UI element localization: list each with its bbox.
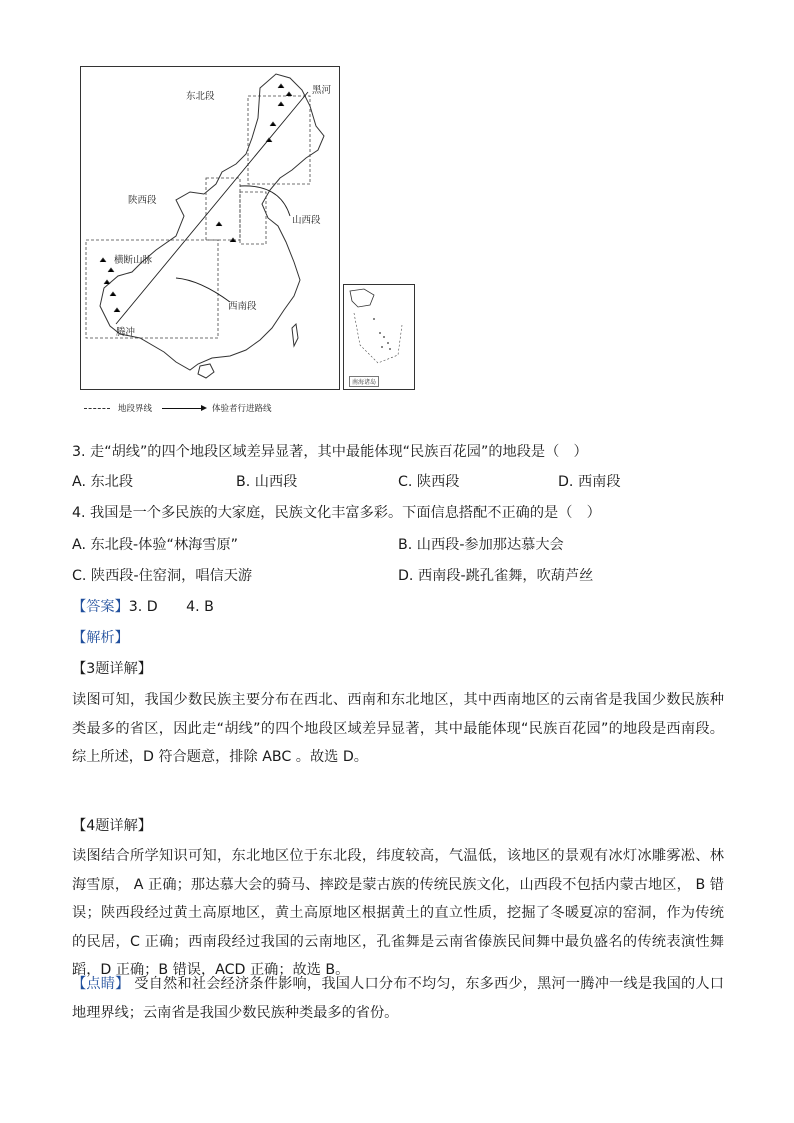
- q3-option-d: D. 西南段: [558, 474, 621, 490]
- legend-arrow-symbol: [162, 408, 202, 409]
- d3-heading: 【3题详解】: [72, 661, 152, 677]
- inset-drawing: [344, 285, 414, 375]
- inset-label: 南海诸岛: [349, 376, 379, 387]
- answer-text: 3. D 4. B: [128, 599, 214, 615]
- label-northeast: 东北段: [186, 91, 215, 102]
- segment-box-shanxi: [240, 192, 266, 244]
- tip-tag: 【点睛】: [72, 976, 130, 992]
- label-southwest: 西南段: [228, 301, 257, 312]
- analysis-line: [72, 628, 129, 648]
- china-map-figure: [80, 66, 420, 420]
- tip-text: 受自然和社会经济条件影响，我国人口分布不均匀，东多西少，黑河一腾冲一线是我国的人口地理界线；云南省是我国少数民族种类最多的省份。: [72, 976, 724, 1021]
- q3-option-b: B. 山西段: [236, 474, 298, 490]
- taiwan: [292, 324, 298, 346]
- label-hengduan: 横断山脉: [114, 255, 153, 266]
- route-arrow-southwest: [176, 278, 230, 302]
- q3-stem: 3. 走“胡线”的四个地段区域差异显著，其中最能体现“民族百花园”的地段是（ ）: [72, 444, 588, 460]
- q4-option-a: A. 东北段-体验“林海雪原”: [72, 537, 238, 553]
- label-shaanxi: 陕西段: [128, 195, 157, 206]
- answer-line: [72, 597, 214, 617]
- d4-paragraph: 读图结合所学知识可知，东北地区位于东北段，纬度较高，气温低，该地区的景观有冰灯冰雕雾凇、林海雪原， A 正确；那达慕大会的骑马、摔跤是蒙古族的传统民族文化，山西段不包括内蒙古地区， B 错误；陕西段经过黄土高原地区，黄土高原地区根据黄土的直立性质，挖掘了冬暖夏凉的窑洞，作为传统的民居，C 正确；西南段经过我国的云南地区，孔雀舞是云南省傣族民间舞中最负盛名的传统表演性舞蹈，D 正确；B 错误，ACD 正确；故选 B。: [72, 848, 724, 979]
- map-legend: [84, 402, 404, 416]
- q3-option-c: C. 陕西段: [398, 474, 460, 490]
- hu-line: [116, 92, 308, 324]
- d3-paragraph: 读图可知，我国少数民族主要分布在西北、西南和东北地区，其中西南地区的云南省是我国少数民族种类最多的省区，因此走“胡线”的四个地段区域差异显著，其中最能体现“民族百花园”的地段是西南段。综上所述，D 符合题意，排除 ABC 。故选 D。: [72, 692, 724, 766]
- analysis-tag: 【解析】: [72, 630, 129, 646]
- q4-stem: 4. 我国是一个多民族的大家庭，民族文化丰富多彩。下面信息搭配不正确的是（ ）: [72, 505, 601, 521]
- label-heihe: 黑河: [312, 85, 332, 96]
- legend-boundary-label: 地段界线: [118, 404, 153, 414]
- label-tengchong: 腾冲: [116, 327, 136, 338]
- q4-option-b: B. 山西段-参加那达慕大会: [398, 537, 564, 553]
- segment-box-northeast: [248, 96, 310, 184]
- label-shanxi: 山西段: [292, 215, 321, 226]
- answer-tag: 【答案】: [72, 599, 129, 615]
- south-china-sea-inset: [343, 284, 415, 390]
- legend-route-label: 体验者行进路线: [212, 404, 272, 414]
- d4-heading: 【4题详解】: [72, 818, 152, 834]
- q3-option-a: A. 东北段: [72, 474, 134, 490]
- map-drawing: [80, 66, 340, 390]
- q4-option-d: D. 西南段-跳孔雀舞，吹葫芦丝: [398, 568, 594, 584]
- hainan: [198, 364, 214, 378]
- tip-paragraph: [72, 970, 724, 1027]
- q4-option-c: C. 陕西段-住窑洞，唱信天游: [72, 568, 253, 584]
- legend-dash-symbol: [84, 408, 110, 409]
